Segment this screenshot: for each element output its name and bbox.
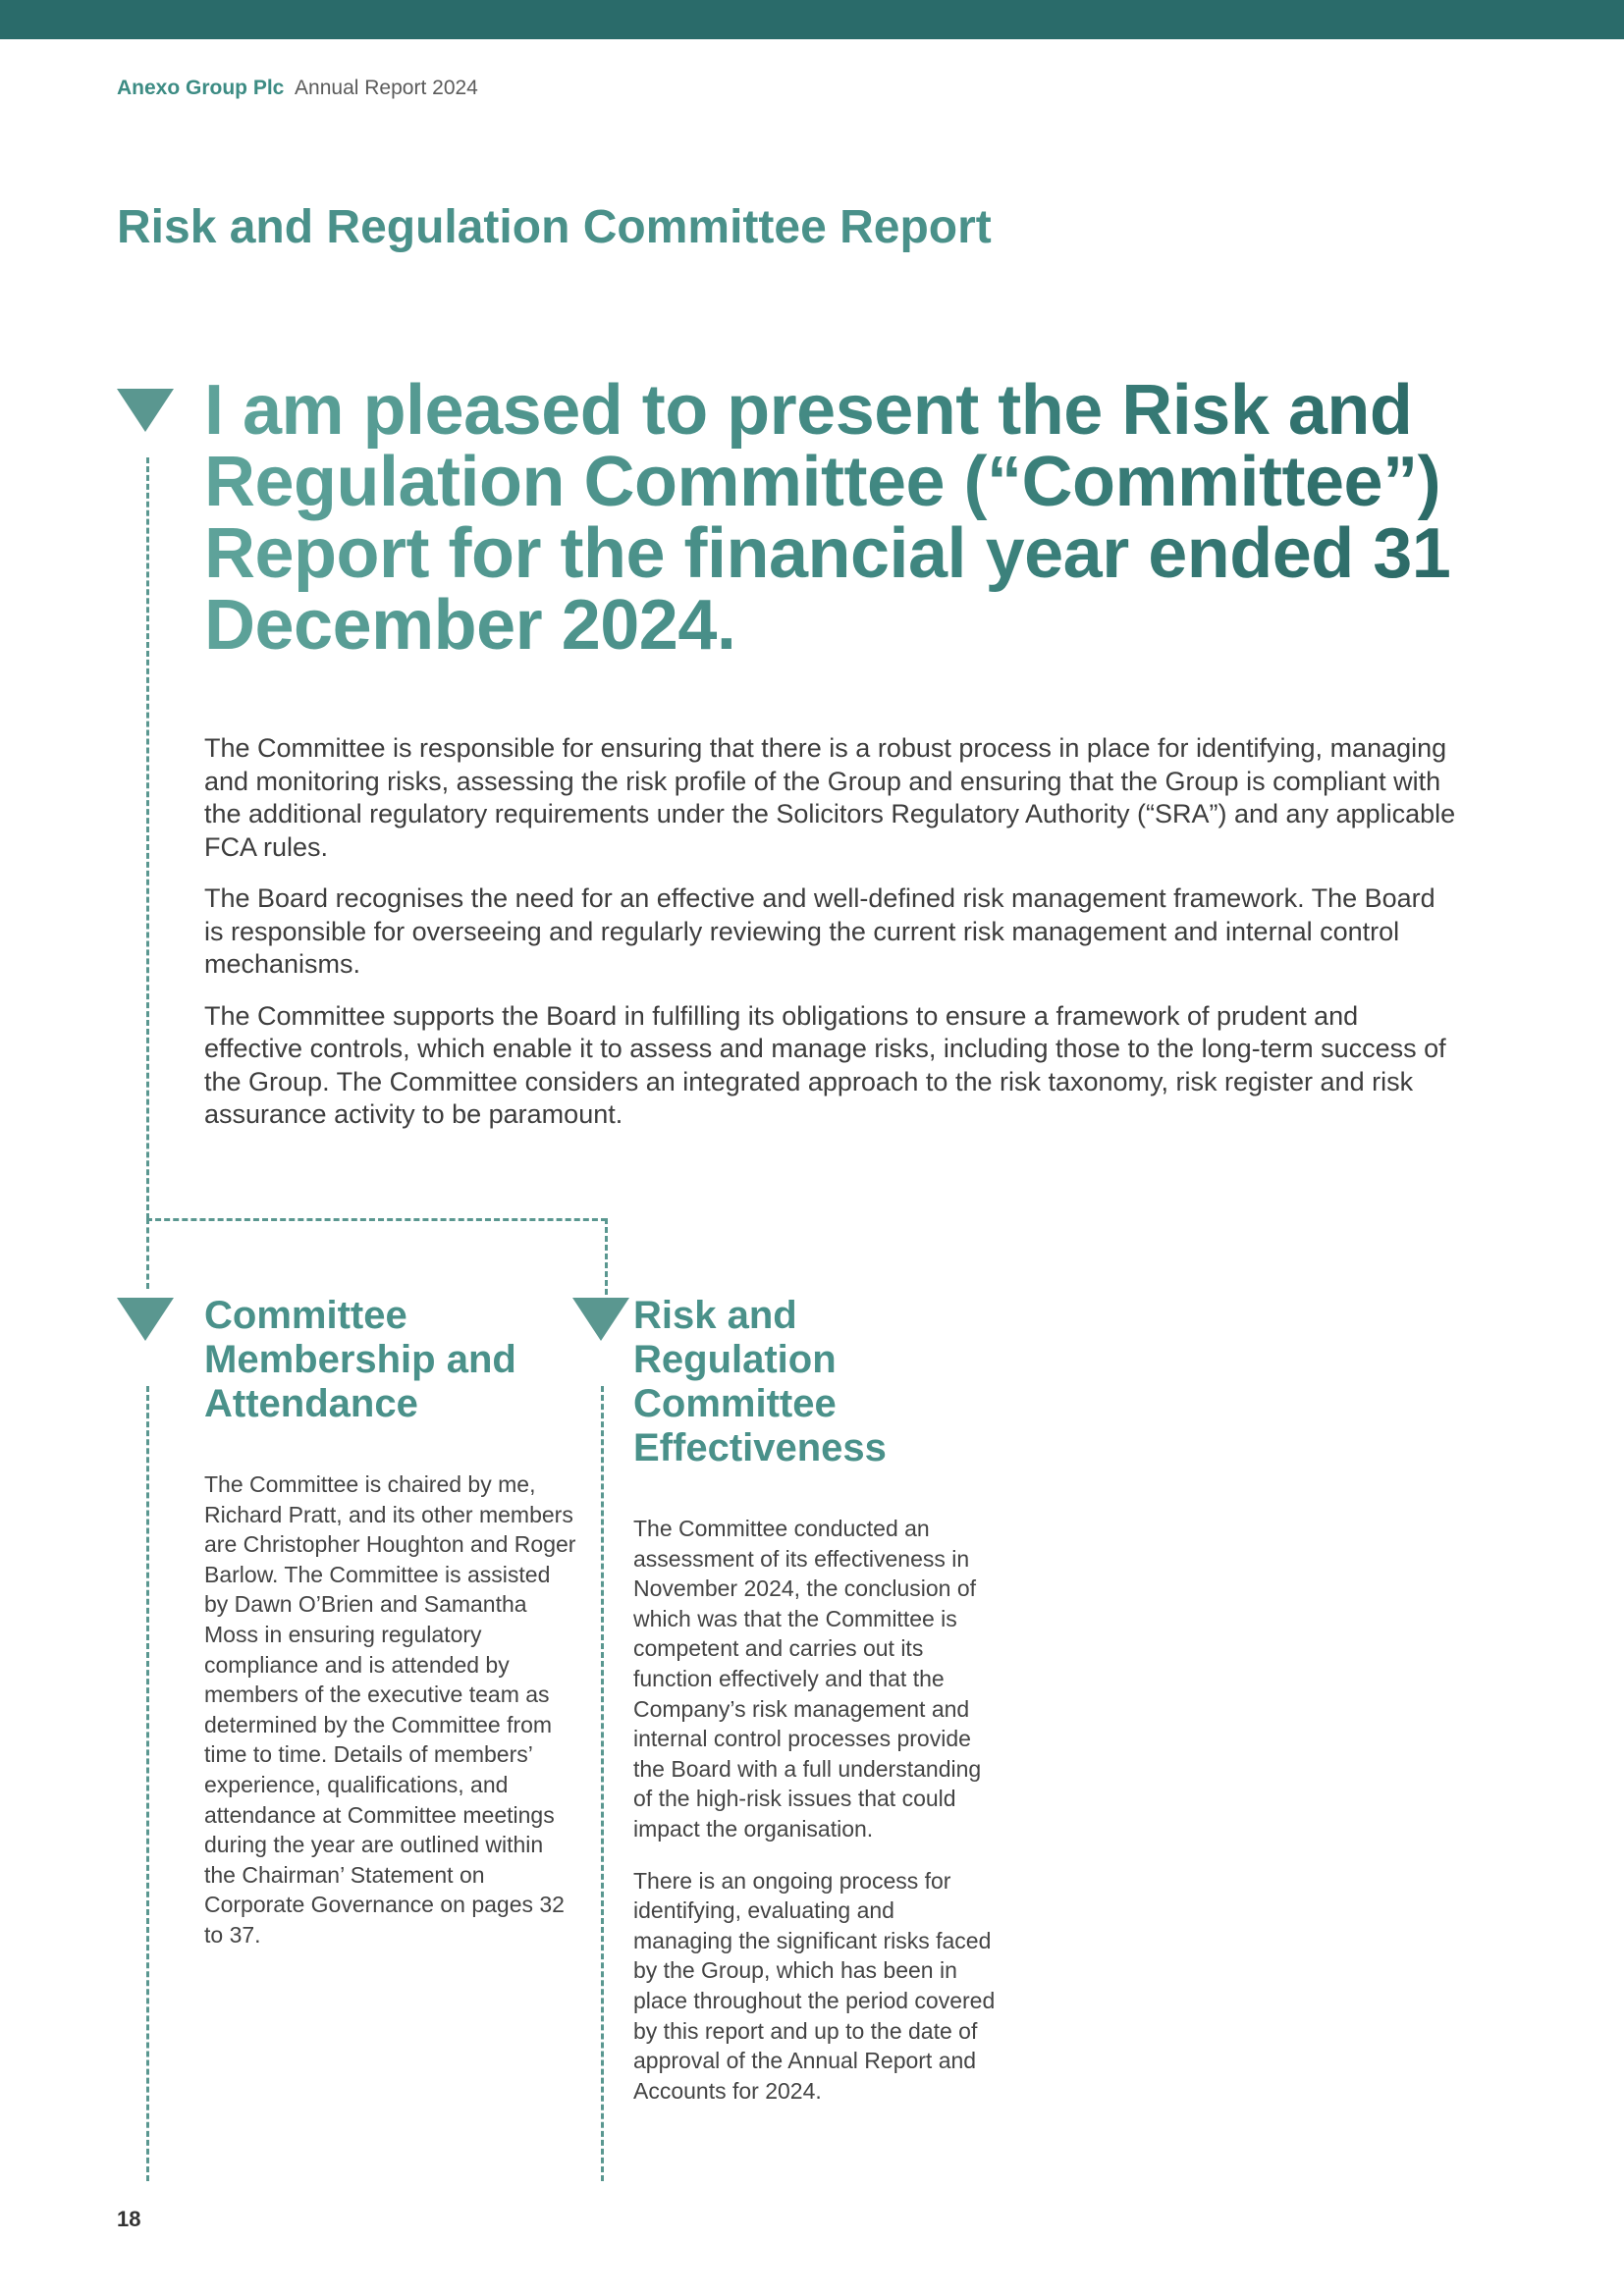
top-color-bar bbox=[0, 0, 1624, 39]
connector-line-branch bbox=[605, 1218, 608, 1295]
triangle-marker-icon bbox=[117, 1298, 174, 1341]
running-header bbox=[117, 77, 478, 100]
triangle-marker-icon bbox=[117, 389, 174, 432]
effectiveness-paragraph: There is an ongoing process for identifying, evaluating and managing the significant risks faced by the Group, which has been in place throughout the period covered by this report and up to the date of approval of the Annual Report and Accounts for 2024. bbox=[633, 1867, 996, 2104]
page-title: Risk and Regulation Committee Report bbox=[117, 201, 992, 253]
page-number: 18 bbox=[117, 2207, 141, 2231]
company-name: Anexo Group Plc bbox=[117, 77, 285, 99]
intro-paragraph: The Committee supports the Board in fulfilling its obligations to ensure a framework of prudent and effective controls, which enable it to assess and manage risks, including those to the long-term success of the Group. The Committee considers an integrated approach to the risk taxonomy, risk register and risk assurance activity to be paramount. bbox=[204, 1000, 1446, 1129]
connector-line-left-column bbox=[146, 1386, 149, 2181]
membership-paragraph: The Committee is chaired by me, Richard Pratt, and its other members are Christopher Houghton and Roger Barlow. The Committee is assisted by Dawn O’Brien and Samantha Moss in ensuring regulatory compliance and is attended by members of the executive team as determined by the Committee from time to time. Details of members’ experience, qualifications, and attendance at Committee meetings during the year are outlined within the Chairman’ Statement on Corporate Governance on pages 32 to 37. bbox=[204, 1471, 576, 1948]
pull-quote: I am pleased to present the Risk and Regulation Committee (“Committee”) Report for the financial year ended 31 December 2024. bbox=[204, 375, 1500, 662]
intro-paragraph: The Committee is responsible for ensuring that there is a robust process in place for identifying, managing and monitoring risks, assessing the risk profile of the Group and ensuring that the Group is compliant with the additional regulatory requirements under the Solicitors Regulatory Authority (“SRA”) and any applicable FCA rules. bbox=[204, 733, 1456, 862]
intro-paragraph: The Board recognises the need for an effective and well-defined risk management framework. The Board is responsible for overseeing and regularly reviewing the current risk management and internal control mechanisms. bbox=[204, 883, 1435, 979]
intro-text bbox=[204, 732, 1461, 1150]
triangle-marker-icon bbox=[572, 1298, 629, 1341]
connector-line-main bbox=[146, 457, 149, 1219]
connector-line-left-branch bbox=[146, 1218, 149, 1289]
membership-section bbox=[204, 1469, 577, 1972]
report-name: Annual Report 2024 bbox=[295, 77, 478, 99]
membership-heading: Committee Membership and Attendance bbox=[204, 1294, 516, 1425]
effectiveness-paragraph: The Committee conducted an assessment of its effectiveness in November 2024, the conclusion of which was that the Committee is competent and carries out its function effectively and that the Company’s risk management and internal control processes provide the Board with a full understanding of the high-risk issues that could impact the organisation. bbox=[633, 1516, 982, 1842]
effectiveness-heading: Risk and Regulation Committee Effectiveness bbox=[633, 1294, 887, 1469]
connector-line-right-column bbox=[601, 1386, 604, 2181]
effectiveness-section bbox=[633, 1514, 997, 2127]
connector-line-horizontal bbox=[146, 1218, 607, 1221]
